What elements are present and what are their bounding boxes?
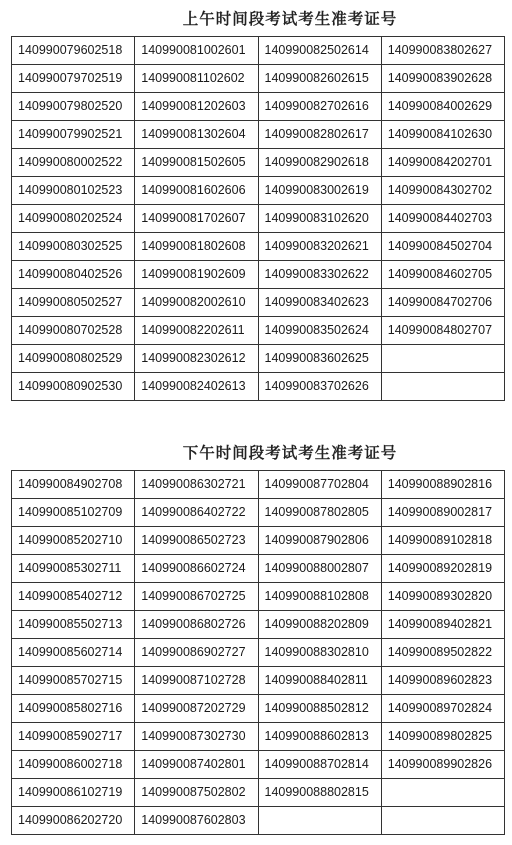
candidate-id-cell: 140990080502527 (12, 289, 135, 317)
candidate-id-cell: 140990087202729 (135, 695, 258, 723)
table-row (12, 471, 505, 499)
candidate-id-cell: 140990087502802 (135, 779, 258, 807)
candidate-id-cell: 140990086902727 (135, 639, 258, 667)
table-row (12, 205, 505, 233)
candidate-id-cell: 140990085502713 (12, 611, 135, 639)
candidate-id-cell: 140990085902717 (12, 723, 135, 751)
candidate-id-cell: 140990085602714 (12, 639, 135, 667)
candidate-id-cell: 140990083802627 (381, 37, 504, 65)
candidate-id-cell: 140990085402712 (12, 583, 135, 611)
table-row (12, 611, 505, 639)
candidate-id-cell: 140990080802529 (12, 345, 135, 373)
candidate-id-cell: 140990082602615 (258, 65, 381, 93)
candidate-id-cell: 140990087702804 (258, 471, 381, 499)
candidate-id-cell: 140990084402703 (381, 205, 504, 233)
candidate-id-cell: 140990086102719 (12, 779, 135, 807)
candidate-id-cell: 140990086402722 (135, 499, 258, 527)
candidate-id-cell: 140990082302612 (135, 345, 258, 373)
candidate-id-cell: 140990088902816 (381, 471, 504, 499)
candidate-id-cell: 140990088502812 (258, 695, 381, 723)
table-row (12, 289, 505, 317)
candidate-id-cell: 140990081602606 (135, 177, 258, 205)
candidate-id-cell: 140990084702706 (381, 289, 504, 317)
candidate-id-cell: 140990086202720 (12, 807, 135, 835)
candidate-id-cell: 140990087902806 (258, 527, 381, 555)
candidate-id-cell: 140990088302810 (258, 639, 381, 667)
table-row (12, 65, 505, 93)
table-row (12, 121, 505, 149)
candidate-id-cell: 140990080902530 (12, 373, 135, 401)
table-row (12, 527, 505, 555)
candidate-id-cell: 140990081202603 (135, 93, 258, 121)
candidate-id-cell: 140990088602813 (258, 723, 381, 751)
candidate-id-cell: 140990088802815 (258, 779, 381, 807)
empty-cell (258, 807, 381, 835)
candidate-id-cell: 140990087402801 (135, 751, 258, 779)
candidate-id-cell: 140990086702725 (135, 583, 258, 611)
candidate-id-cell: 140990087602803 (135, 807, 258, 835)
candidate-id-cell: 140990086502723 (135, 527, 258, 555)
candidate-id-cell: 140990089102818 (381, 527, 504, 555)
table-row (12, 317, 505, 345)
table-row (12, 177, 505, 205)
candidate-id-cell: 140990082902618 (258, 149, 381, 177)
candidate-id-cell: 140990082202611 (135, 317, 258, 345)
candidate-id-cell: 140990080202524 (12, 205, 135, 233)
candidate-id-cell: 140990084902708 (12, 471, 135, 499)
candidate-id-cell: 140990085202710 (12, 527, 135, 555)
table-row (12, 233, 505, 261)
candidate-id-cell: 140990084002629 (381, 93, 504, 121)
candidate-id-cell: 140990089302820 (381, 583, 504, 611)
candidate-id-cell: 140990081302604 (135, 121, 258, 149)
empty-cell (381, 779, 504, 807)
empty-cell (381, 345, 504, 373)
candidate-id-cell: 140990079902521 (12, 121, 135, 149)
candidate-id-cell: 140990081102602 (135, 65, 258, 93)
candidate-id-cell: 140990089002817 (381, 499, 504, 527)
candidate-id-cell: 140990086002718 (12, 751, 135, 779)
candidate-id-cell: 140990086802726 (135, 611, 258, 639)
candidate-id-cell: 140990088202809 (258, 611, 381, 639)
candidate-id-cell: 140990079702519 (12, 65, 135, 93)
candidate-id-cell: 140990088702814 (258, 751, 381, 779)
candidate-id-cell: 140990089902826 (381, 751, 504, 779)
table-row (12, 37, 505, 65)
candidate-id-cell: 140990081002601 (135, 37, 258, 65)
candidate-id-cell: 140990082702616 (258, 93, 381, 121)
candidate-id-cell: 140990082002610 (135, 289, 258, 317)
candidate-id-cell: 140990085302711 (12, 555, 135, 583)
table-row (12, 807, 505, 835)
candidate-id-cell: 140990079802520 (12, 93, 135, 121)
candidate-id-cell: 140990087802805 (258, 499, 381, 527)
candidate-id-cell: 140990080702528 (12, 317, 135, 345)
candidate-id-cell: 140990087102728 (135, 667, 258, 695)
candidate-id-cell: 140990084202701 (381, 149, 504, 177)
candidate-id-cell: 140990085802716 (12, 695, 135, 723)
table-row (12, 695, 505, 723)
morning-section-title: 上午时间段考试考生准考证号 (182, 9, 398, 28)
candidate-id-cell: 140990080402526 (12, 261, 135, 289)
candidate-id-cell: 140990083702626 (258, 373, 381, 401)
candidate-id-cell: 140990081902609 (135, 261, 258, 289)
table-row (12, 751, 505, 779)
table-row (12, 149, 505, 177)
candidate-id-cell: 140990083502624 (258, 317, 381, 345)
candidate-id-cell: 140990088402811 (258, 667, 381, 695)
empty-cell (381, 807, 504, 835)
table-row (12, 583, 505, 611)
candidate-id-cell: 140990083202621 (258, 233, 381, 261)
candidate-id-cell: 140990084602705 (381, 261, 504, 289)
candidate-id-cell: 140990081802608 (135, 233, 258, 261)
candidate-id-cell: 140990083602625 (258, 345, 381, 373)
candidate-id-cell: 140990081502605 (135, 149, 258, 177)
candidate-id-cell: 140990086602724 (135, 555, 258, 583)
afternoon-section-title: 下午时间段考试考生准考证号 (182, 443, 398, 462)
candidate-id-cell: 140990084502704 (381, 233, 504, 261)
candidate-id-cell: 140990082802617 (258, 121, 381, 149)
candidate-id-cell: 140990089802825 (381, 723, 504, 751)
candidate-id-cell: 140990089202819 (381, 555, 504, 583)
candidate-id-cell: 140990083102620 (258, 205, 381, 233)
candidate-id-cell: 140990082402613 (135, 373, 258, 401)
candidate-id-cell: 140990089402821 (381, 611, 504, 639)
table-row (12, 667, 505, 695)
candidate-id-cell: 140990089502822 (381, 639, 504, 667)
table-row (12, 639, 505, 667)
candidate-id-cell: 140990082502614 (258, 37, 381, 65)
table-row (12, 779, 505, 807)
candidate-id-cell: 140990089602823 (381, 667, 504, 695)
table-row (12, 93, 505, 121)
empty-cell (381, 373, 504, 401)
candidate-id-cell: 140990079602518 (12, 37, 135, 65)
table-row (12, 499, 505, 527)
candidate-id-cell: 140990088002807 (258, 555, 381, 583)
candidate-id-cell: 140990081702607 (135, 205, 258, 233)
candidate-id-cell: 140990083302622 (258, 261, 381, 289)
candidate-id-cell: 140990087302730 (135, 723, 258, 751)
candidate-id-cell: 140990080002522 (12, 149, 135, 177)
table-row (12, 373, 505, 401)
afternoon-id-table (11, 470, 505, 835)
candidate-id-cell: 140990085102709 (12, 499, 135, 527)
candidate-id-cell: 140990086302721 (135, 471, 258, 499)
table-row (12, 723, 505, 751)
candidate-id-cell: 140990080102523 (12, 177, 135, 205)
table-row (12, 345, 505, 373)
candidate-id-cell: 140990089702824 (381, 695, 504, 723)
morning-id-table (11, 36, 505, 401)
candidate-id-cell: 140990083902628 (381, 65, 504, 93)
candidate-id-cell: 140990085702715 (12, 667, 135, 695)
candidate-id-cell: 140990083402623 (258, 289, 381, 317)
candidate-id-cell: 140990083002619 (258, 177, 381, 205)
candidate-id-cell: 140990084802707 (381, 317, 504, 345)
candidate-id-cell: 140990084302702 (381, 177, 504, 205)
candidate-id-cell: 140990080302525 (12, 233, 135, 261)
candidate-id-cell: 140990088102808 (258, 583, 381, 611)
table-row (12, 555, 505, 583)
table-row (12, 261, 505, 289)
candidate-id-cell: 140990084102630 (381, 121, 504, 149)
